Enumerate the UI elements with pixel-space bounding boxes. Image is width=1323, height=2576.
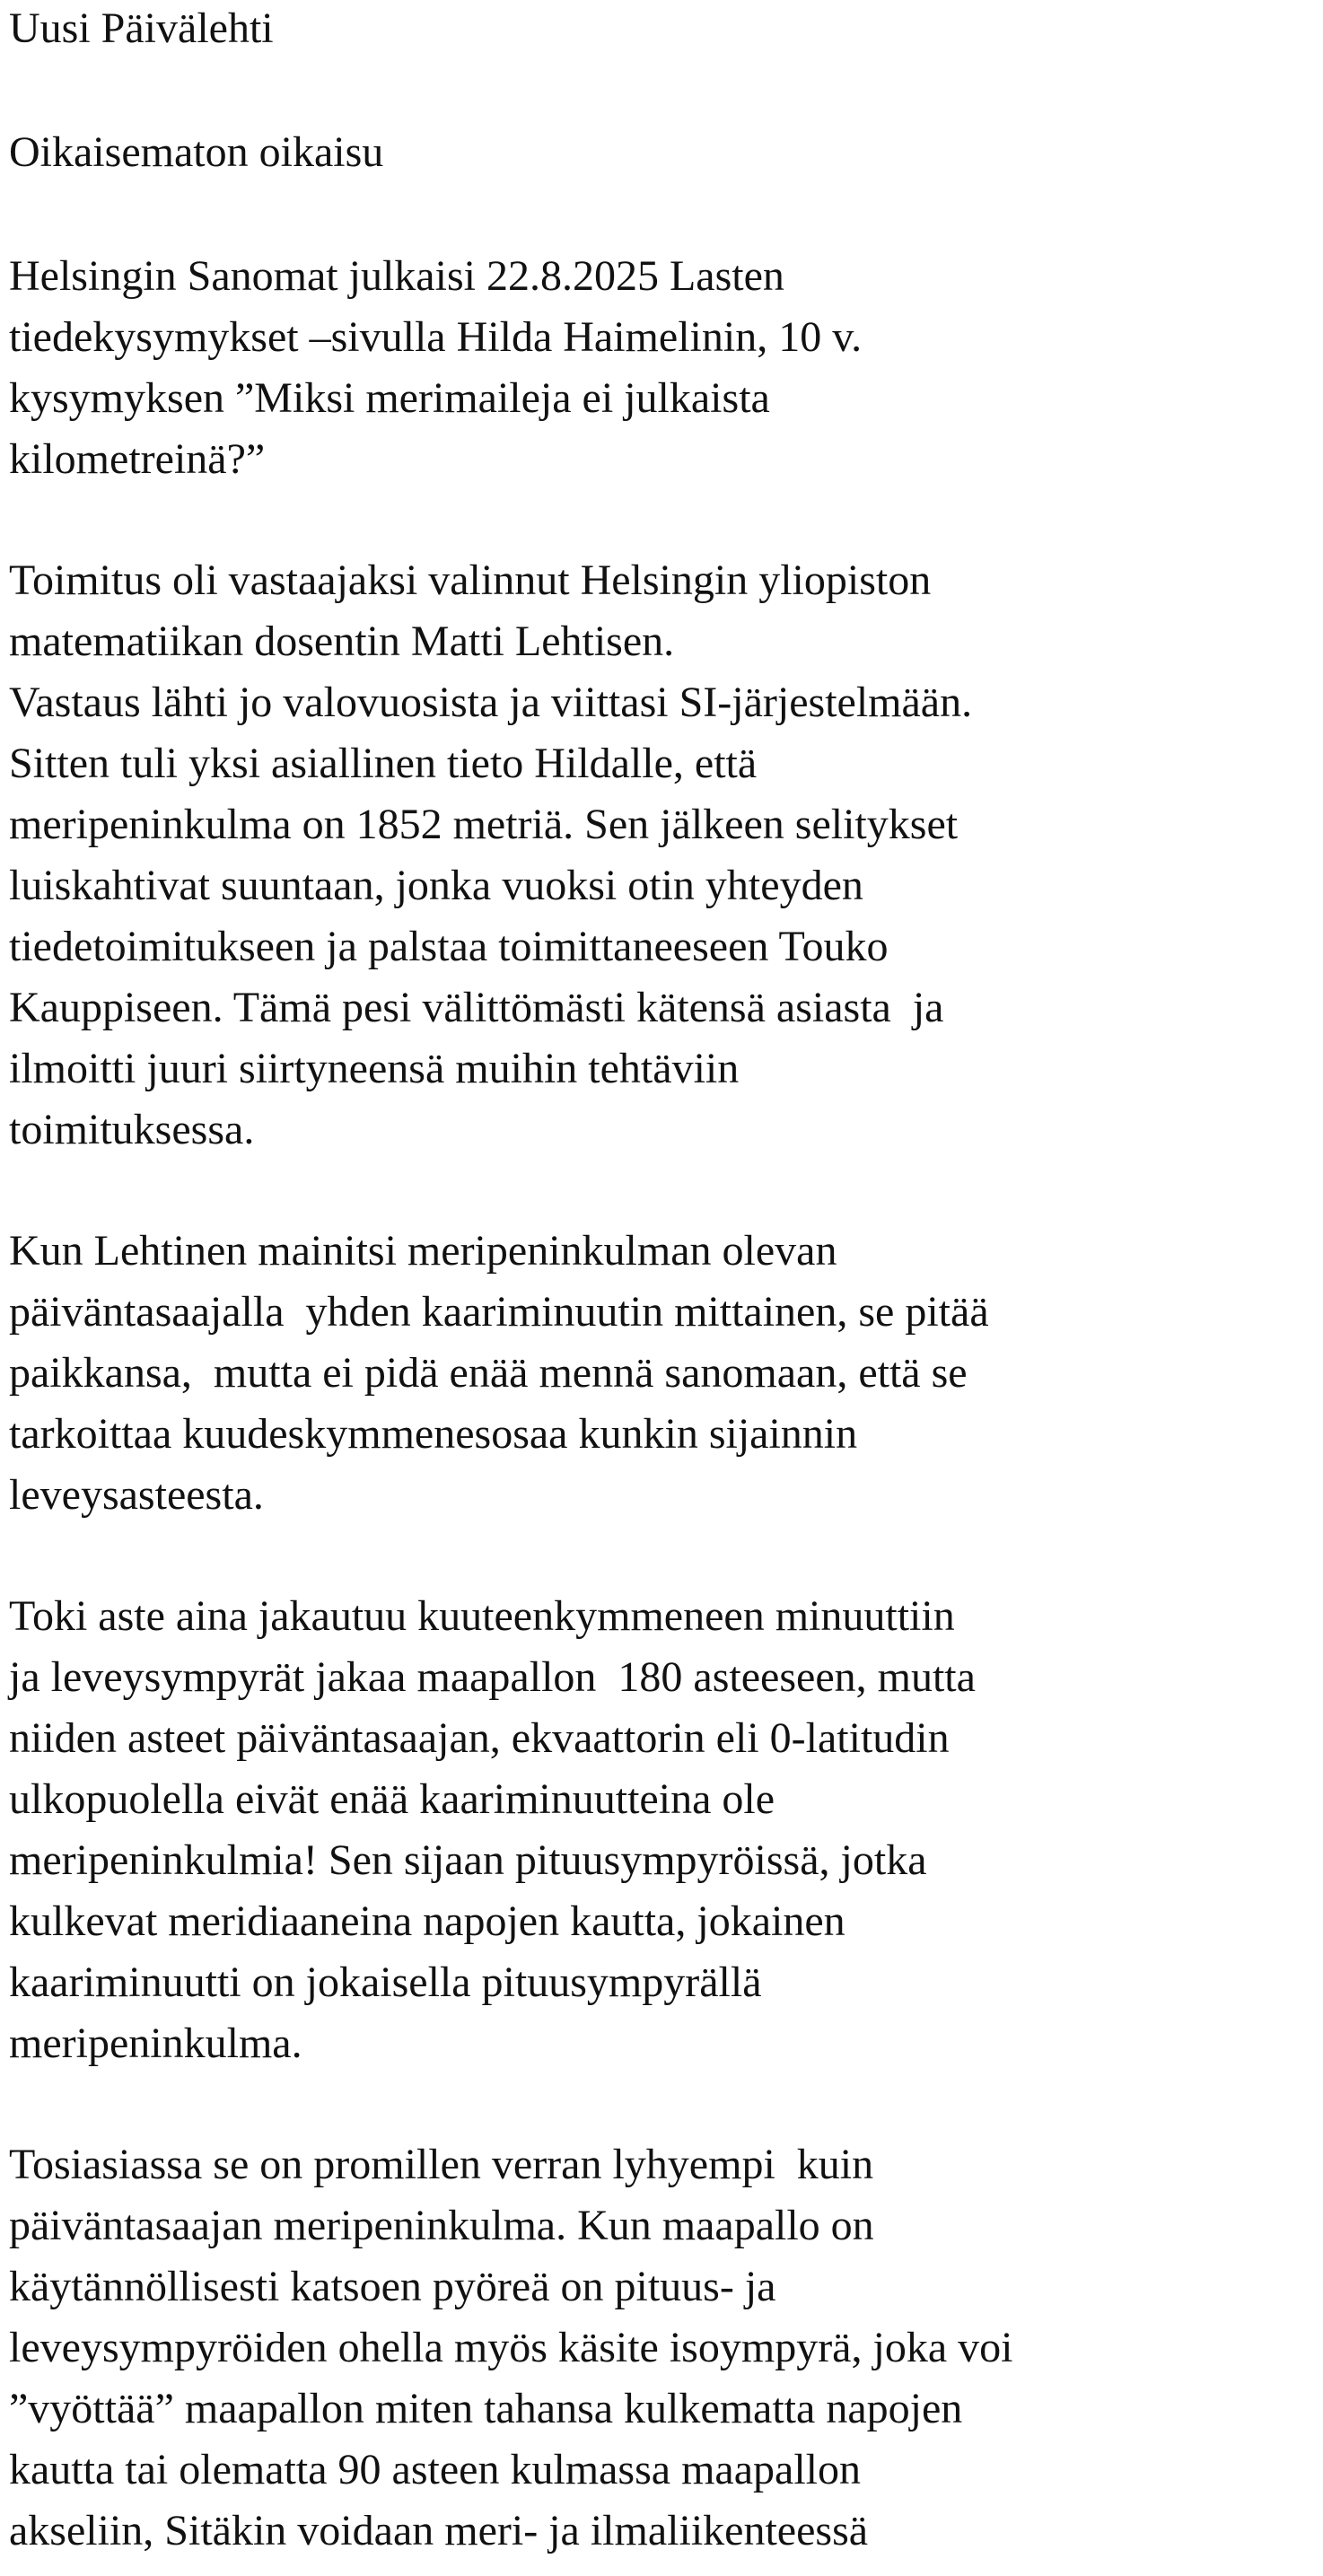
- text-line: Kauppiseen. Tämä pesi välittömästi kätensä asiasta ja: [9, 984, 944, 1031]
- text-line: meripeninkulmia! Sen sijaan pituusympyröissä, jotka: [9, 1836, 927, 1884]
- text-line: akseliin, Sitäkin voidaan meri- ja ilmaliikenteessä: [9, 2507, 869, 2554]
- text-line: niiden asteet päiväntasaajan, ekvaattorin eli 0-latitudin: [9, 1714, 950, 1762]
- text-line: Kun Lehtinen mainitsi meripeninkulman olevan: [9, 1227, 837, 1275]
- text-line: tiedekysymykset –sivulla Hilda Haimelinin, 10 v.: [9, 313, 863, 361]
- text-line: Tosiasiassa se on promillen verran lyhyempi kuin: [9, 2141, 874, 2188]
- text-line: Sitten tuli yksi asiallinen tieto Hildalle, että: [9, 740, 758, 787]
- text-line: leveysasteesta.: [9, 1471, 264, 1519]
- text-line: ulkopuolella eivät enää kaariminuutteina ole: [9, 1775, 775, 1823]
- text-line: kulkevat meridiaaneina napojen kautta, jokainen: [9, 1897, 845, 1945]
- text-line: Vastaus lähti jo valovuosista ja viittasi SI-järjestelmään.: [9, 679, 973, 726]
- text-line: paikkansa, mutta ei pidä enää mennä sanomaan, että se: [9, 1349, 968, 1397]
- text-line: ilmoitti juuri siirtyneensä muihin tehtäviin: [9, 1045, 740, 1092]
- text-line: kaariminuutti on jokaisella pituusympyrällä: [9, 1958, 762, 2006]
- text-line: luiskahtivat suuntaan, jonka vuoksi otin yhteyden: [9, 862, 863, 909]
- text-line: kilometreinä?”: [9, 435, 266, 483]
- text-line: päiväntasaajan meripeninkulma. Kun maapallo on: [9, 2202, 874, 2249]
- text-line: tarkoittaa kuudeskymmenesosaa kunkin sijainnin: [9, 1410, 858, 1458]
- text-line: kysymyksen ”Miksi merimaileja ei julkaista: [9, 374, 770, 422]
- text-line: kautta tai olematta 90 asteen kulmassa maapallon: [9, 2446, 862, 2493]
- headline: Oikaisematon oikaisu: [9, 128, 384, 176]
- text-line: matematiikan dosentin Matti Lehtisen.: [9, 618, 675, 665]
- text-line: päiväntasaajalla yhden kaariminuutin mittainen, se pitää: [9, 1288, 989, 1336]
- publication-name: Uusi Päivälehti: [9, 4, 274, 52]
- text-line: leveysympyröiden ohella myös käsite isoympyrä, joka voi: [9, 2324, 1013, 2371]
- text-line: ”vyöttää” maapallon miten tahansa kulkematta napojen: [9, 2385, 963, 2432]
- text-line: käytännöllisesti katsoen pyöreä on pituus- ja: [9, 2263, 776, 2310]
- text-line: meripeninkulma on 1852 metriä. Sen jälkeen selitykset: [9, 801, 959, 848]
- text-line: Toki aste aina jakautuu kuuteenkymmeneen minuuttiin: [9, 1592, 955, 1640]
- text-line: ja leveysympyrät jakaa maapallon 180 asteeseen, mutta: [9, 1653, 976, 1701]
- text-line: toimituksessa.: [9, 1106, 255, 1153]
- text-line: Helsingin Sanomat julkaisi 22.8.2025 Lasten: [9, 252, 784, 300]
- text-line: meripeninkulma.: [9, 2020, 302, 2067]
- text-line: Toimitus oli vastaajaksi valinnut Helsingin yliopiston: [9, 556, 932, 604]
- text-line: tiedetoimitukseen ja palstaa toimittaneeseen Touko: [9, 923, 889, 970]
